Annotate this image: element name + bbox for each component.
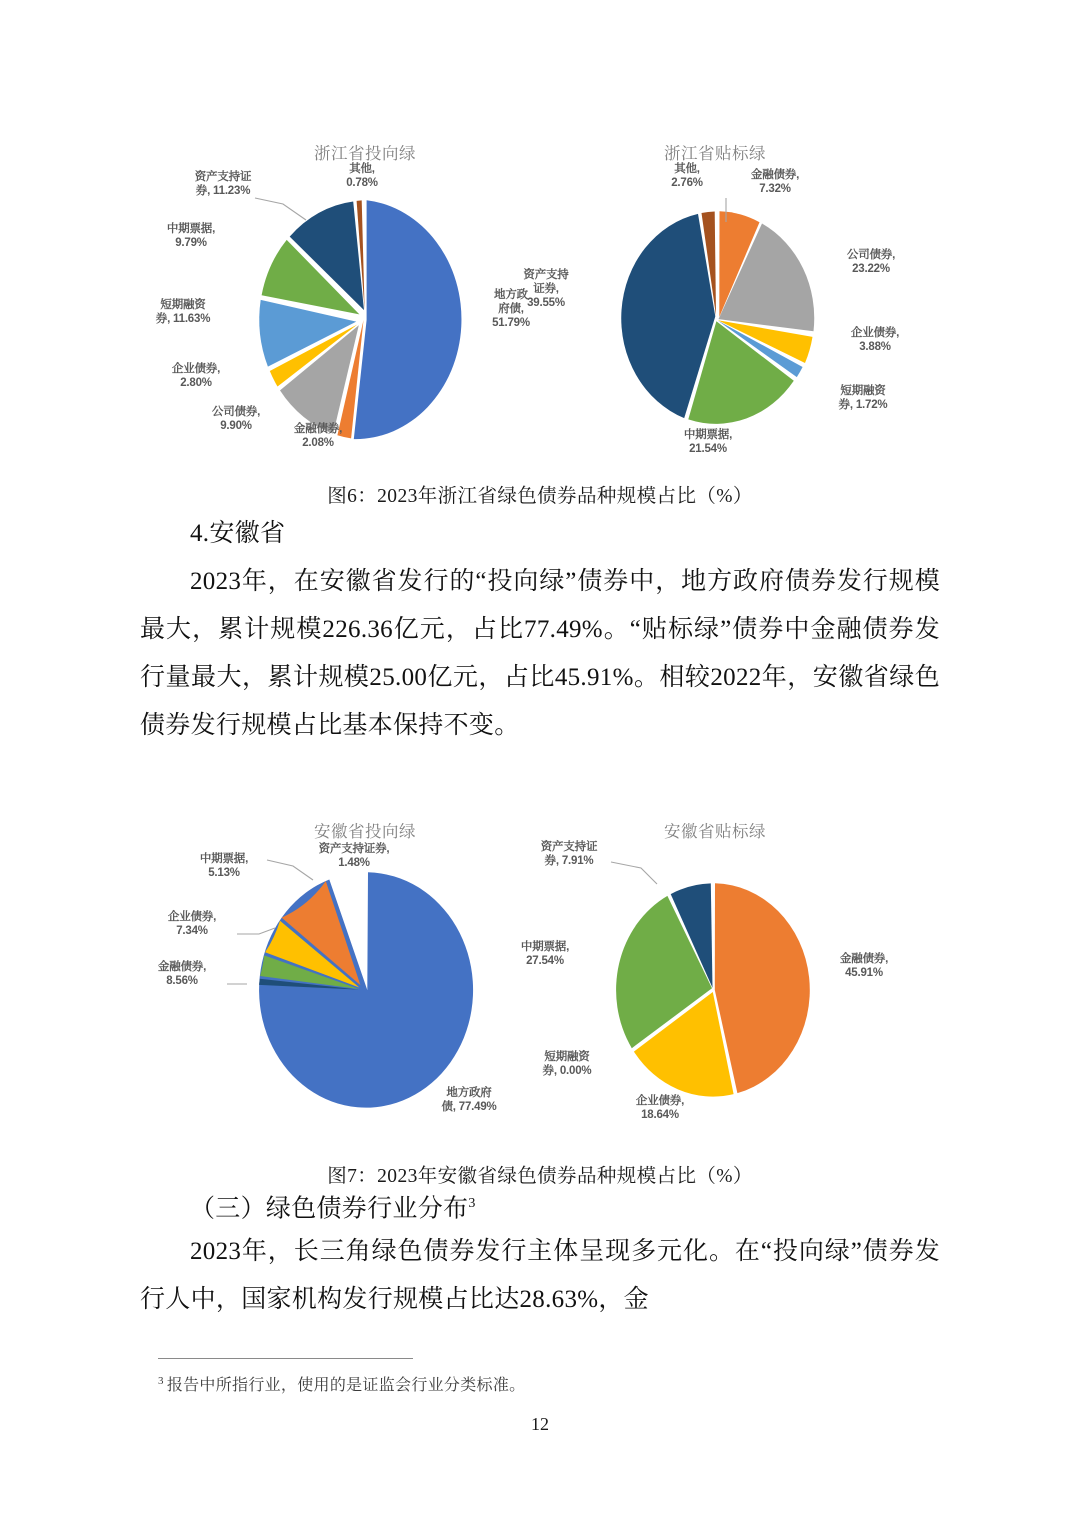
- label-zhongqipiaoju: 中期票据, 5.13%: [199, 853, 249, 879]
- figure-7-caption: 图7：2023年安徽省绿色债券品种规模占比（%）: [327, 1166, 753, 1187]
- label-gongsizhaiquan: 公司债券, 9.90%: [211, 406, 261, 432]
- figure-7: [0, 818, 1080, 1187]
- label-difangzhengfuzhai: 地方政府 债, 77.49%: [441, 1087, 497, 1113]
- leader-line-abs: [611, 862, 657, 884]
- slice-difangzhengfuzhai: [259, 872, 473, 1107]
- label-zichanzhichizhengquan: 资产支持证券, 1.48%: [318, 843, 390, 869]
- paragraph-anhui: 2023年，在安徽省发行的“投向绿”债券中，地方政府债券发行规模最大，累计规模226.36亿元，占比77.49%。“贴标绿”债券中金融债券发行量最大，累计规模25.00亿元，占比45.91%。相较2022年，安徽省绿色债券发行规模占比基本保持不变。: [140, 568, 940, 739]
- heading-industry-text: （三）绿色债券行业分布: [190, 1195, 469, 1223]
- footnote-marker: 3: [158, 1374, 164, 1387]
- label-qiyezhaiquan: 企业债券, 18.64%: [635, 1095, 685, 1121]
- label-qiyezhaiquan: 企业债券, 7.34%: [167, 911, 217, 937]
- leader-line-abs: [255, 198, 306, 220]
- figure-6-caption: 图6：2023年浙江省绿色债券品种规模占比（%）: [327, 486, 753, 507]
- label-zichanzhichizhengquan: 资产支持证 券, 7.91%: [540, 841, 598, 867]
- chart-title: 浙江省投向绿: [314, 145, 416, 163]
- paragraph-industry: 2023年，长三角绿色债券发行主体呈现多元化。在“投向绿”债券发行人中，国家机构发行规模占比达28.63%，金: [140, 1238, 940, 1313]
- pie-chart-anhui-tiebiaolv: [505, 818, 925, 1148]
- label-duanqirongziquan: 短期融资 券, 0.00%: [542, 1051, 592, 1077]
- label-zhongqipiaoju: 中期票据, 21.54%: [683, 429, 733, 455]
- label-zichanzhichizhengquan: 资产支持 证券, 39.55%: [523, 269, 569, 309]
- label-qita: 其他, 0.78%: [346, 163, 378, 189]
- label-gongsizhaiquan: 公司债券, 23.22%: [846, 249, 896, 275]
- label-qita: 其他, 2.76%: [671, 163, 703, 189]
- pie-area: [505, 818, 925, 1148]
- label-zhongqipiaoju: 中期票据, 27.54%: [520, 941, 570, 967]
- footnote-marker-ref: 3: [468, 1196, 476, 1211]
- label-zichanzhichizhengquan: 资产支持证 券, 11.23%: [194, 171, 252, 197]
- label-qiyezhaiquan: 企业债券, 2.80%: [171, 363, 221, 389]
- footnote-text: 报告中所指行业，使用的是证监会行业分类标准。: [166, 1377, 526, 1394]
- chart-title: 浙江省贴标绿: [664, 145, 766, 163]
- chart-title: 安徽省贴标绿: [664, 823, 766, 841]
- heading-industry: [140, 1180, 940, 1233]
- footnote-divider: [158, 1358, 413, 1359]
- footnote: [158, 1372, 918, 1395]
- chart-title: 安徽省投向绿: [314, 823, 416, 841]
- label-duanqirongziquan: 短期融资 券, 1.72%: [838, 385, 888, 411]
- label-jinrongzhaiquan: 金融债券, 7.32%: [750, 169, 800, 195]
- heading-anhui: 4.安徽省: [190, 520, 286, 547]
- label-jinrongzhaiquan: 金融债券, 45.91%: [839, 953, 889, 979]
- pie-chart-zhejiang-tiebiaolv: [505, 140, 925, 470]
- label-zhongqipiaoju: 中期票据, 9.79%: [166, 223, 216, 249]
- label-qiyezhaiquan: 企业债券, 3.88%: [850, 327, 900, 353]
- label-difangzhengfuzhai: 地方政 府债, 51.79%: [492, 289, 530, 329]
- pie-area: [505, 140, 925, 470]
- label-jinrongzhaiquan: 金融债券, 2.08%: [293, 423, 343, 449]
- page-number: 12: [531, 1414, 549, 1434]
- figure-6: [0, 140, 1080, 507]
- label-jinrongzhaiquan: 金融债券, 8.56%: [157, 961, 207, 987]
- slice-difangzhengfuzhai: [354, 200, 462, 439]
- leader-line-ent: [237, 928, 275, 934]
- label-duanqirongziquan: 短期融资 券, 11.63%: [155, 299, 211, 325]
- slice-jinrongzhaiquan: [715, 883, 810, 1093]
